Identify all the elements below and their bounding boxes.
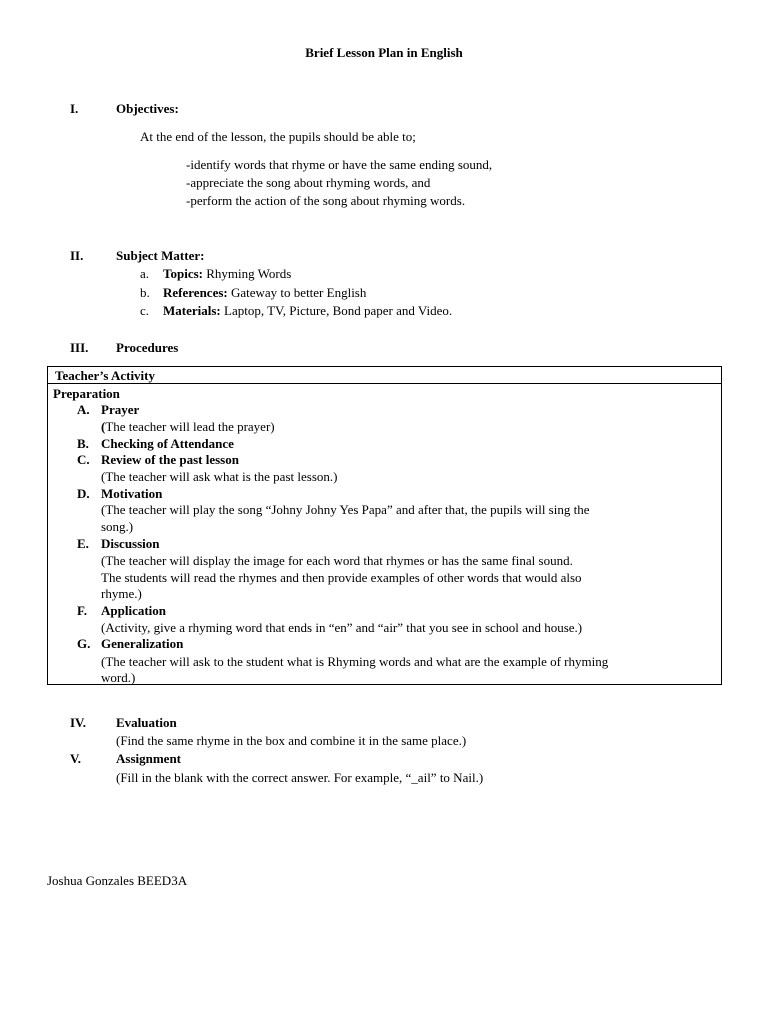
step-description: word.) xyxy=(101,670,136,685)
subject-item-label: Materials: xyxy=(163,303,221,318)
step-title: Application xyxy=(101,603,167,618)
step-description: (The teacher will ask to the student what is Rhyming words and what are the example of rhyming xyxy=(101,654,609,669)
subject-matter-heading: Subject Matter: xyxy=(116,248,205,263)
assignment-numeral: V. xyxy=(70,751,81,766)
step-letter: E. xyxy=(77,536,89,551)
step-title: Prayer xyxy=(101,402,140,417)
step-description-text: The teacher will lead the prayer) xyxy=(105,419,275,434)
preparation-label: Preparation xyxy=(53,386,120,401)
objectives-intro: At the end of the lesson, the pupils should be able to; xyxy=(140,129,416,144)
subject-item-letter: c. xyxy=(140,303,150,318)
step-letter: A. xyxy=(77,402,90,417)
objectives-heading: Objectives: xyxy=(116,101,179,116)
subject-item-letter: b. xyxy=(140,285,150,300)
objectives-numeral: I. xyxy=(70,101,79,116)
step-description: (The teacher will ask what is the past lesson.) xyxy=(101,469,338,484)
step-description xyxy=(101,418,275,435)
procedures-table xyxy=(47,366,722,685)
evaluation-heading: Evaluation xyxy=(116,715,177,730)
step-title: Motivation xyxy=(101,486,163,501)
step-letter: C. xyxy=(77,452,90,467)
procedures-numeral: III. xyxy=(70,340,89,355)
step-description: rhyme.) xyxy=(101,586,142,601)
subject-item-references xyxy=(163,284,366,301)
subject-item-value: Rhyming Words xyxy=(206,266,292,281)
subject-item-materials xyxy=(163,302,452,319)
step-description: (Activity, give a rhyming word that ends in “en” and “air” that you see in school and house.) xyxy=(101,620,583,635)
subject-item-label: Topics: xyxy=(163,266,203,281)
table-header-cell: Teacher’s Activity xyxy=(55,368,156,383)
subject-item-value: Gateway to better English xyxy=(230,285,367,300)
author-name: Joshua Gonzales BEED3A xyxy=(47,873,188,888)
step-letter: B. xyxy=(77,436,89,451)
procedures-heading: Procedures xyxy=(116,340,179,355)
subject-matter-numeral: II. xyxy=(70,248,84,263)
paren-open: ( xyxy=(101,419,106,434)
objective-item: -perform the action of the song about rhyming words. xyxy=(186,193,466,208)
subject-item-label: References: xyxy=(163,285,228,300)
step-title: Checking of Attendance xyxy=(101,436,234,451)
document-title: Brief Lesson Plan in English xyxy=(305,45,463,60)
evaluation-numeral: IV. xyxy=(70,715,87,730)
step-description: song.) xyxy=(101,519,134,534)
step-title: Generalization xyxy=(101,636,184,651)
step-letter: F. xyxy=(77,603,87,618)
step-letter: G. xyxy=(77,636,91,651)
objective-item: -identify words that rhyme or have the same ending sound, xyxy=(186,157,493,172)
evaluation-description: (Find the same rhyme in the box and combine it in the same place.) xyxy=(116,733,467,748)
objective-item: -appreciate the song about rhyming words, and xyxy=(186,175,431,190)
table-header-row xyxy=(48,367,721,384)
step-description: The students will read the rhymes and then provide examples of other words that would also xyxy=(101,570,582,585)
subject-item-topics xyxy=(163,265,291,282)
subject-item-letter: a. xyxy=(140,266,150,281)
step-description: (The teacher will play the song “Johny Johny Yes Papa” and after that, the pupils will sing the xyxy=(101,502,590,517)
subject-item-value: Laptop, TV, Picture, Bond paper and Video. xyxy=(224,303,453,318)
step-title: Review of the past lesson xyxy=(101,452,239,467)
assignment-description: (Fill in the blank with the correct answer. For example, “_ail” to Nail.) xyxy=(116,770,484,785)
assignment-heading: Assignment xyxy=(116,751,182,766)
step-letter: D. xyxy=(77,486,90,501)
step-title: Discussion xyxy=(101,536,160,551)
step-description: (The teacher will display the image for each word that rhymes or has the same final sound. xyxy=(101,553,573,568)
